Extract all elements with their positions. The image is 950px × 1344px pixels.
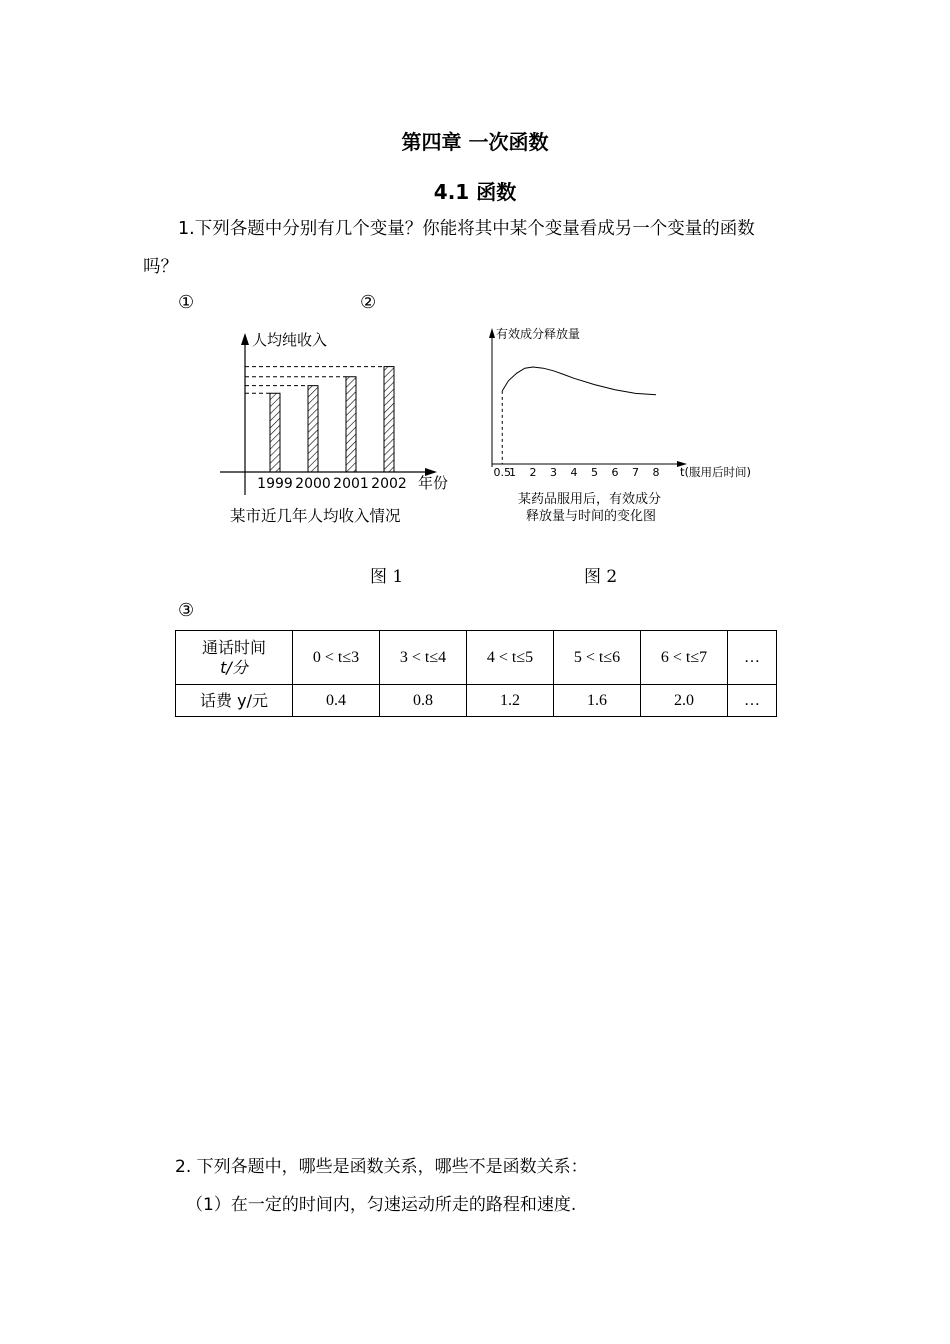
x-tick-label: 5 <box>591 466 598 479</box>
bar <box>384 367 394 472</box>
figure2-label: 图 2 <box>584 567 618 587</box>
table-row <box>176 631 777 685</box>
x-tick-label: 2002 <box>371 476 407 492</box>
x-tick-label: 0.5 <box>493 466 511 479</box>
figure2-caption-line2: 释放量与时间的变化图 <box>526 509 657 524</box>
table-cell: … <box>728 685 777 717</box>
table-cell: 0.8 <box>380 685 467 717</box>
table-cell: 5 < t≤6 <box>554 631 641 685</box>
question1-text-cont: 吗？ <box>143 257 178 277</box>
y-axis-label: 有效成分释放量 <box>496 327 581 341</box>
question2-item1: （1）在一定的时间内，匀速运动所走的路程和速度. <box>186 1195 577 1215</box>
bar <box>346 377 356 472</box>
x-tick-label: 8 <box>652 466 660 479</box>
table-cell: 0.4 <box>293 685 380 717</box>
table-cell: 3 < t≤4 <box>380 631 467 685</box>
bar <box>270 393 280 472</box>
call-fee-table <box>175 630 777 717</box>
x-tick-label: 2 <box>529 466 537 479</box>
chapter-title: 第四章 一次函数 <box>401 130 549 154</box>
bar <box>308 386 318 472</box>
marker-2: ② <box>360 292 377 313</box>
x-tick-label: 7 <box>632 466 639 479</box>
marker-1: ① <box>178 292 195 313</box>
x-tick-label: 6 <box>611 466 619 479</box>
x-tick-label: 1999 <box>257 476 293 492</box>
x-tick-label: 1 <box>509 466 516 479</box>
header-call-time <box>176 631 293 685</box>
y-axis-arrow <box>241 333 249 345</box>
table-cell: 2.0 <box>641 685 728 717</box>
header-fee: 话费 y/元 <box>176 685 293 717</box>
table-cell: 6 < t≤7 <box>641 631 728 685</box>
question1-text: 1.下列各题中分别有几个变量？你能将其中某个变量看成另一个变量的函数 <box>178 219 755 239</box>
figure1-label: 图 1 <box>370 567 404 587</box>
figure1-caption: 某市近几年人均收入情况 <box>230 507 401 525</box>
y-axis-label: 人均纯收入 <box>252 331 328 349</box>
table-cell: 0 < t≤3 <box>293 631 380 685</box>
table-cell: … <box>728 631 777 685</box>
x-tick-label: 2000 <box>295 476 331 492</box>
header-call-time-line2: t/分 <box>220 657 248 677</box>
x-axis-label: 年份 <box>418 474 449 492</box>
x-tick-label: 2001 <box>333 476 369 492</box>
x-axis-label: t(服用后时间) <box>680 465 751 479</box>
release-curve <box>502 367 656 395</box>
table-row <box>176 685 777 717</box>
table-cell: 1.6 <box>554 685 641 717</box>
figure2-line-chart <box>480 322 770 527</box>
marker-3: ③ <box>178 600 195 621</box>
header-call-time-line1: 通话时间 <box>201 637 266 657</box>
figure2-caption-line1: 某药品服用后，有效成分 <box>518 492 662 507</box>
x-tick-label: 3 <box>550 466 557 479</box>
figure1-bar-chart <box>210 325 470 535</box>
x-tick-label: 4 <box>570 466 578 479</box>
table-cell: 1.2 <box>467 685 554 717</box>
table-cell: 4 < t≤5 <box>467 631 554 685</box>
section-title: 4.1 函数 <box>433 180 517 204</box>
question2-stem: 2. 下列各题中，哪些是函数关系，哪些不是函数关系： <box>175 1157 588 1177</box>
y-axis-arrow <box>489 328 495 338</box>
